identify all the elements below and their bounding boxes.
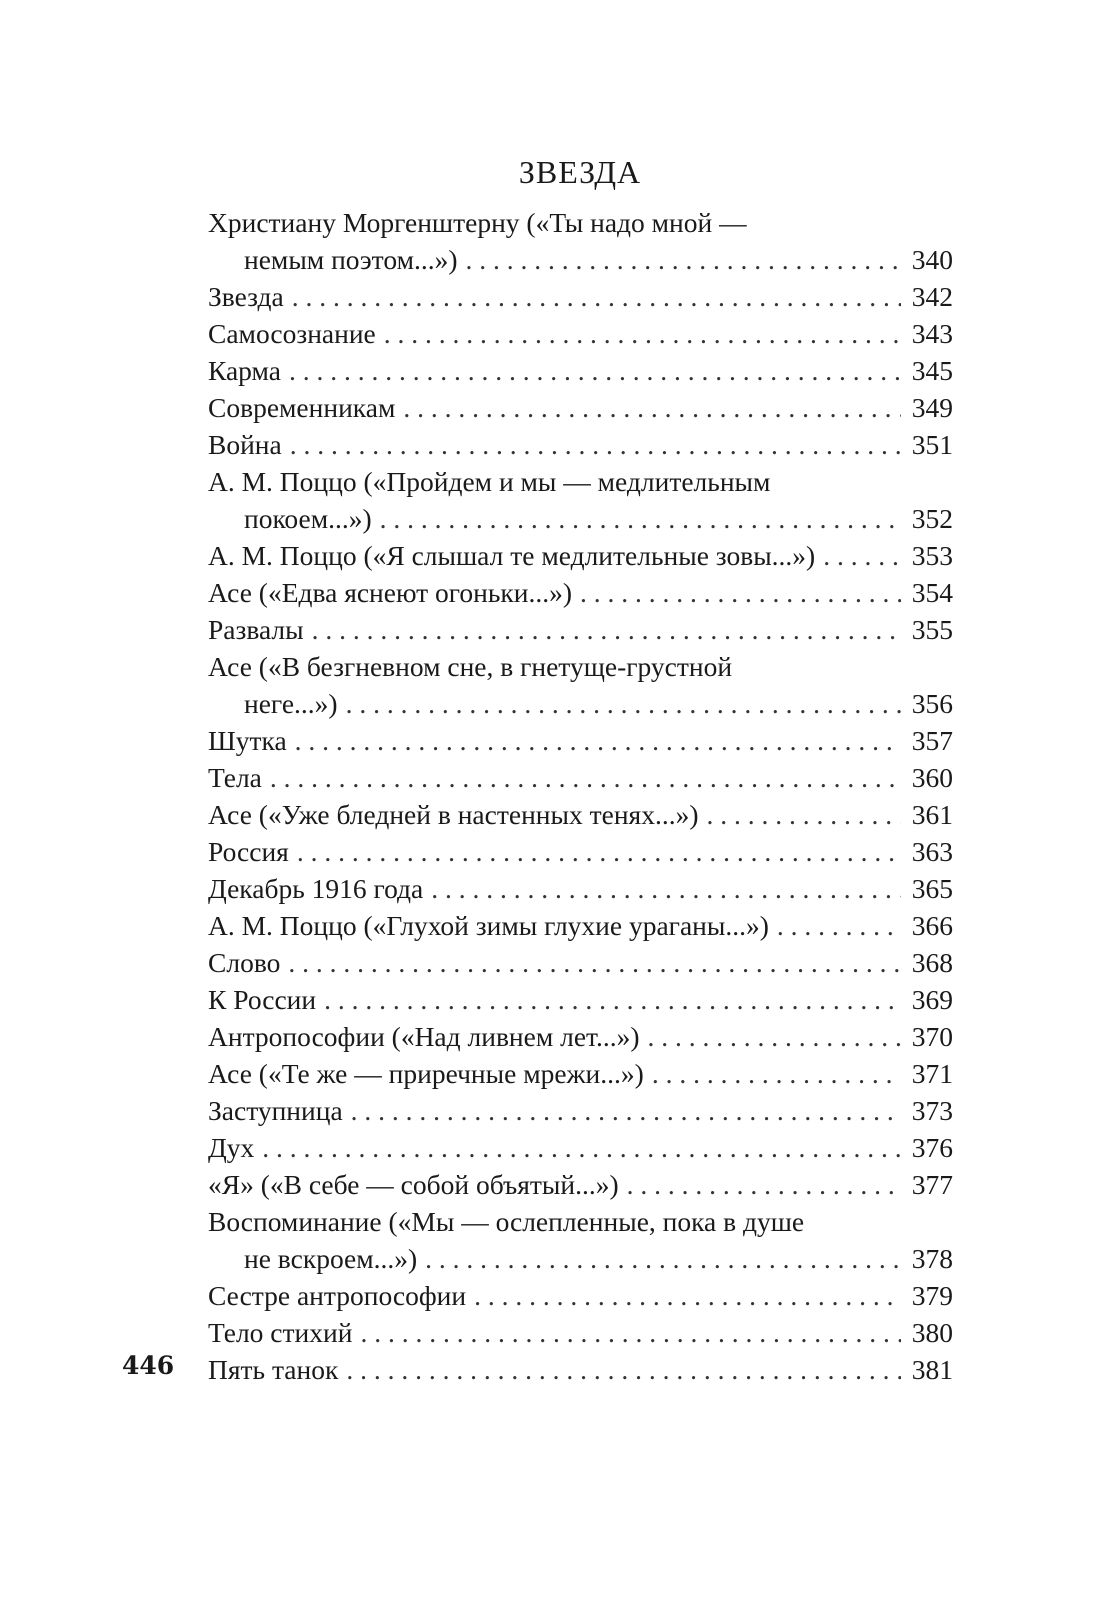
- toc-entry: [208, 870, 953, 907]
- toc-entry: [208, 1277, 953, 1314]
- dot-leader: [648, 1018, 901, 1055]
- toc-entry-title: Дух: [208, 1132, 255, 1163]
- toc-entry-page: 366: [911, 910, 953, 941]
- toc-entry-line: [208, 759, 953, 796]
- toc-entry-line: [208, 389, 953, 426]
- toc-entry-page: 361: [911, 799, 953, 830]
- toc-entry-line: [208, 574, 953, 611]
- dot-leader: [474, 1277, 901, 1314]
- toc-entry-title: Война: [208, 429, 282, 460]
- toc-entry-page: 351: [911, 429, 953, 460]
- toc-entry-title: Звезда: [208, 281, 284, 312]
- toc-entry: [208, 981, 953, 1018]
- toc-entry-page: 370: [911, 1021, 953, 1052]
- table-of-contents: [208, 204, 953, 1388]
- toc-entry-title: немым поэтом...»): [244, 244, 458, 275]
- toc-entry-line: [208, 833, 953, 870]
- toc-entry: [208, 389, 953, 426]
- toc-entry: [208, 463, 953, 537]
- toc-entry-line: [208, 722, 953, 759]
- toc-entry-page: 355: [911, 614, 953, 645]
- toc-entry: [208, 944, 953, 981]
- toc-entry: [208, 352, 953, 389]
- toc-entry-page: 356: [911, 688, 953, 719]
- toc-entry-title: «Я» («В себе — собой объятый...»): [208, 1169, 619, 1200]
- dot-leader: [706, 796, 901, 833]
- toc-entry-page: 349: [911, 392, 953, 423]
- toc-entry: [208, 1166, 953, 1203]
- dot-leader: [360, 1314, 901, 1351]
- dot-leader: [292, 278, 901, 315]
- toc-entry-page: 369: [911, 984, 953, 1015]
- toc-entry-line: [208, 500, 953, 537]
- toc-entry: [208, 1203, 953, 1277]
- toc-entry: [208, 796, 953, 833]
- toc-entry: [208, 1129, 953, 1166]
- toc-entry-title: неге...»): [244, 688, 338, 719]
- toc-entry-title: А. М. Поццо («Я слышал те медлительные зовы...»): [208, 540, 816, 571]
- dot-leader: [777, 907, 901, 944]
- dot-leader: [403, 389, 901, 426]
- toc-entry-line: [208, 870, 953, 907]
- toc-entry: [208, 648, 953, 722]
- dot-leader: [823, 537, 901, 574]
- toc-entry: [208, 537, 953, 574]
- toc-entry: [208, 315, 953, 352]
- toc-entry-title: Асе («Уже бледней в настенных тенях...»): [208, 799, 699, 830]
- toc-entry-title: Развалы: [208, 614, 304, 645]
- dot-leader: [312, 611, 901, 648]
- toc-entry-page: 343: [911, 318, 953, 349]
- dot-leader: [346, 1351, 901, 1388]
- toc-entry-page: 365: [911, 873, 953, 904]
- dot-leader: [466, 241, 901, 278]
- toc-entry-page: 357: [911, 725, 953, 756]
- toc-entry-title: Асе («Те же — приречные мрежи...»): [208, 1058, 644, 1089]
- toc-entry-title: Сестре антропософии: [208, 1280, 467, 1311]
- toc-entry: [208, 1351, 953, 1388]
- toc-entry-page: 378: [911, 1243, 953, 1274]
- toc-entry: [208, 426, 953, 463]
- toc-entry-page: 353: [911, 540, 953, 571]
- toc-entry-page: 376: [911, 1132, 953, 1163]
- dot-leader: [431, 870, 901, 907]
- dot-leader: [290, 426, 901, 463]
- dot-leader: [297, 833, 901, 870]
- toc-entry: [208, 1092, 953, 1129]
- toc-entry: [208, 907, 953, 944]
- toc-entry-page: 371: [911, 1058, 953, 1089]
- toc-entry: [208, 833, 953, 870]
- toc-entry-title: Россия: [208, 836, 289, 867]
- toc-entry-title: Асе («Едва яснеют огоньки...»): [208, 577, 573, 608]
- toc-entry-title-line: Асе («В безгневном сне, в гнетуще-грустной: [208, 651, 733, 682]
- toc-entry-title: Слово: [208, 947, 281, 978]
- toc-entry-line: [208, 944, 953, 981]
- toc-entry-page: 340: [911, 244, 953, 275]
- toc-entry-line: [208, 981, 953, 1018]
- dot-leader: [295, 722, 901, 759]
- dot-leader: [351, 1092, 901, 1129]
- toc-entry-line: [208, 1129, 953, 1166]
- toc-entry-line: [208, 1314, 953, 1351]
- toc-entry-page: 373: [911, 1095, 953, 1126]
- toc-entry-page: 342: [911, 281, 953, 312]
- toc-entry-title: Пять танок: [208, 1354, 339, 1385]
- dot-leader: [289, 352, 901, 389]
- toc-entry-title: А. М. Поццо («Глухой зимы глухие ураганы...»): [208, 910, 769, 941]
- toc-entry-title: Заступница: [208, 1095, 343, 1126]
- toc-entry-title: К России: [208, 984, 317, 1015]
- toc-entry-title-line: Христиану Моргенштерну («Ты надо мной —: [208, 207, 747, 238]
- toc-entry-line: [208, 1018, 953, 1055]
- toc-entry: [208, 278, 953, 315]
- toc-entry-line: [208, 278, 953, 315]
- toc-entry-line: [208, 352, 953, 389]
- toc-entry-title: Антропософии («Над ливнем лет...»): [208, 1021, 640, 1052]
- dot-leader: [270, 759, 901, 796]
- toc-entry-line: [208, 426, 953, 463]
- page-number: 446: [122, 1351, 175, 1380]
- dot-leader: [627, 1166, 901, 1203]
- toc-entry-title: Самосознание: [208, 318, 376, 349]
- dot-leader: [580, 574, 901, 611]
- dot-leader: [288, 944, 901, 981]
- toc-entry-title: Декабрь 1916 года: [208, 873, 424, 904]
- toc-entry: [208, 611, 953, 648]
- toc-entry-page: 345: [911, 355, 953, 386]
- dot-leader: [384, 315, 901, 352]
- toc-entry-line: [208, 796, 953, 833]
- dot-leader: [346, 685, 901, 722]
- dot-leader: [380, 500, 901, 537]
- toc-entry-line: [208, 1055, 953, 1092]
- toc-entry: [208, 574, 953, 611]
- toc-entry-title: Тела: [208, 762, 262, 793]
- toc-entry-title: Шутка: [208, 725, 287, 756]
- toc-entry: [208, 204, 953, 278]
- toc-entry-title-line: А. М. Поццо («Пройдем и мы — медлительным: [208, 466, 771, 497]
- toc-entry-title-line: Воспоминание («Мы — ослепленные, пока в душе: [208, 1206, 805, 1237]
- toc-entry-line: [208, 685, 953, 722]
- toc-entry-title: не вскроем...»): [244, 1243, 418, 1274]
- toc-entry: [208, 759, 953, 796]
- toc-entry-line: [208, 1277, 953, 1314]
- toc-entry-line: [208, 1092, 953, 1129]
- dot-leader: [652, 1055, 901, 1092]
- toc-entry-page: 377: [911, 1169, 953, 1200]
- toc-entry-line: [208, 611, 953, 648]
- toc-entry-line: [208, 907, 953, 944]
- dot-leader: [425, 1240, 901, 1277]
- toc-entry-line: [208, 537, 953, 574]
- toc-entry-page: 360: [911, 762, 953, 793]
- toc-entry-line: [208, 315, 953, 352]
- toc-entry: [208, 722, 953, 759]
- toc-entry-page: 368: [911, 947, 953, 978]
- toc-entry-line: [208, 241, 953, 278]
- toc-entry: [208, 1314, 953, 1351]
- section-title: ЗВЕЗДА: [518, 154, 642, 190]
- toc-entry-page: 363: [911, 836, 953, 867]
- toc-entry-title: Тело стихий: [208, 1317, 353, 1348]
- toc-entry-title: Карма: [208, 355, 281, 386]
- toc-entry-line: [208, 1166, 953, 1203]
- toc-entry: [208, 1018, 953, 1055]
- toc-entry-line: [208, 1240, 953, 1277]
- toc-entry-title: покоем...»): [244, 503, 372, 534]
- toc-entry-page: 354: [911, 577, 953, 608]
- toc-entry-page: 381: [911, 1354, 953, 1385]
- toc-entry-page: 352: [911, 503, 953, 534]
- toc-entry-line: [208, 1351, 953, 1388]
- toc-entry-title: Современникам: [208, 392, 396, 423]
- dot-leader: [324, 981, 901, 1018]
- toc-entry: [208, 1055, 953, 1092]
- toc-entry-page: 380: [911, 1317, 953, 1348]
- toc-entry-page: 379: [911, 1280, 953, 1311]
- dot-leader: [262, 1129, 901, 1166]
